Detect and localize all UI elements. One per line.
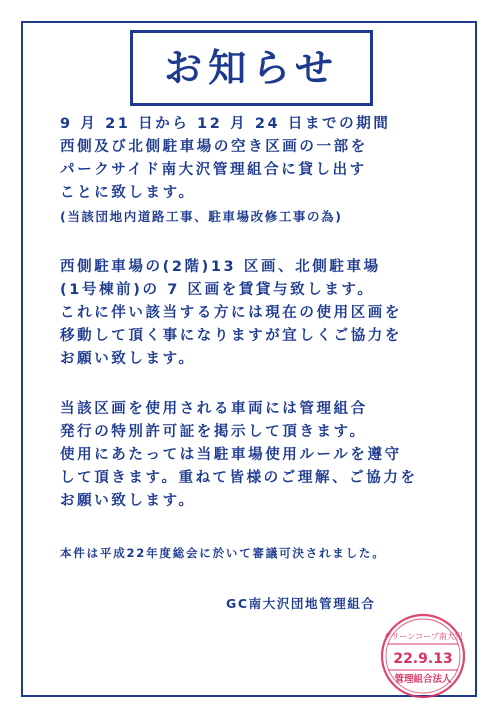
paragraph-period: [60, 113, 390, 228]
paragraph-allocation: [60, 256, 402, 371]
association-seal-stamp: [378, 612, 468, 700]
stamp-bottom-text: 管理組合法人: [394, 674, 452, 685]
stamp-top-text: グリーンコープ南大沢: [383, 632, 463, 641]
text-line: 9 月 21 日から 12 月 24 日までの期間: [60, 116, 391, 132]
text-line: 移動して頂く事になりますが宜しくご協力を: [60, 328, 402, 344]
text-line: これに伴い該当する方には現在の使用区画を: [60, 305, 402, 321]
text-line: 当該区画を使用される車両には管理組合: [60, 401, 368, 417]
text-line: 発行の特別許可証を掲示して頂きます。: [60, 424, 367, 440]
association-signature: GC南大沢団地管理組合: [226, 596, 376, 611]
text-line: パークサイド南大沢管理組合に貸し出す: [60, 162, 367, 178]
text-line: して頂きます。重ねて皆様のご理解、ご協力を: [60, 470, 418, 486]
paragraph-permit: [60, 398, 418, 513]
resolution-note: 本件は平成22年度総会に於いて審議可決されました。: [60, 546, 386, 560]
title-box: [130, 30, 373, 106]
text-line: 西側及び北側駐車場の空き区画の一部を: [60, 139, 368, 155]
text-line: ことに致します。: [60, 185, 196, 201]
notice-title: お知らせ: [164, 46, 339, 90]
text-line: 使用にあたっては当駐車場使用ルールを遵守: [60, 447, 402, 463]
text-line: お願い致します。: [60, 493, 196, 509]
text-line: (1号棟前)の 7 区画を賃貸与致します。: [60, 282, 375, 298]
reason-note: (当該団地内道路工事、駐車場改修工事の為): [60, 209, 343, 224]
text-line: 西側駐車場の(2階)13 区画、北側駐車場: [60, 259, 381, 275]
text-line: お願い致します。: [60, 351, 196, 367]
stamp-date: 22.9.13: [393, 651, 453, 667]
